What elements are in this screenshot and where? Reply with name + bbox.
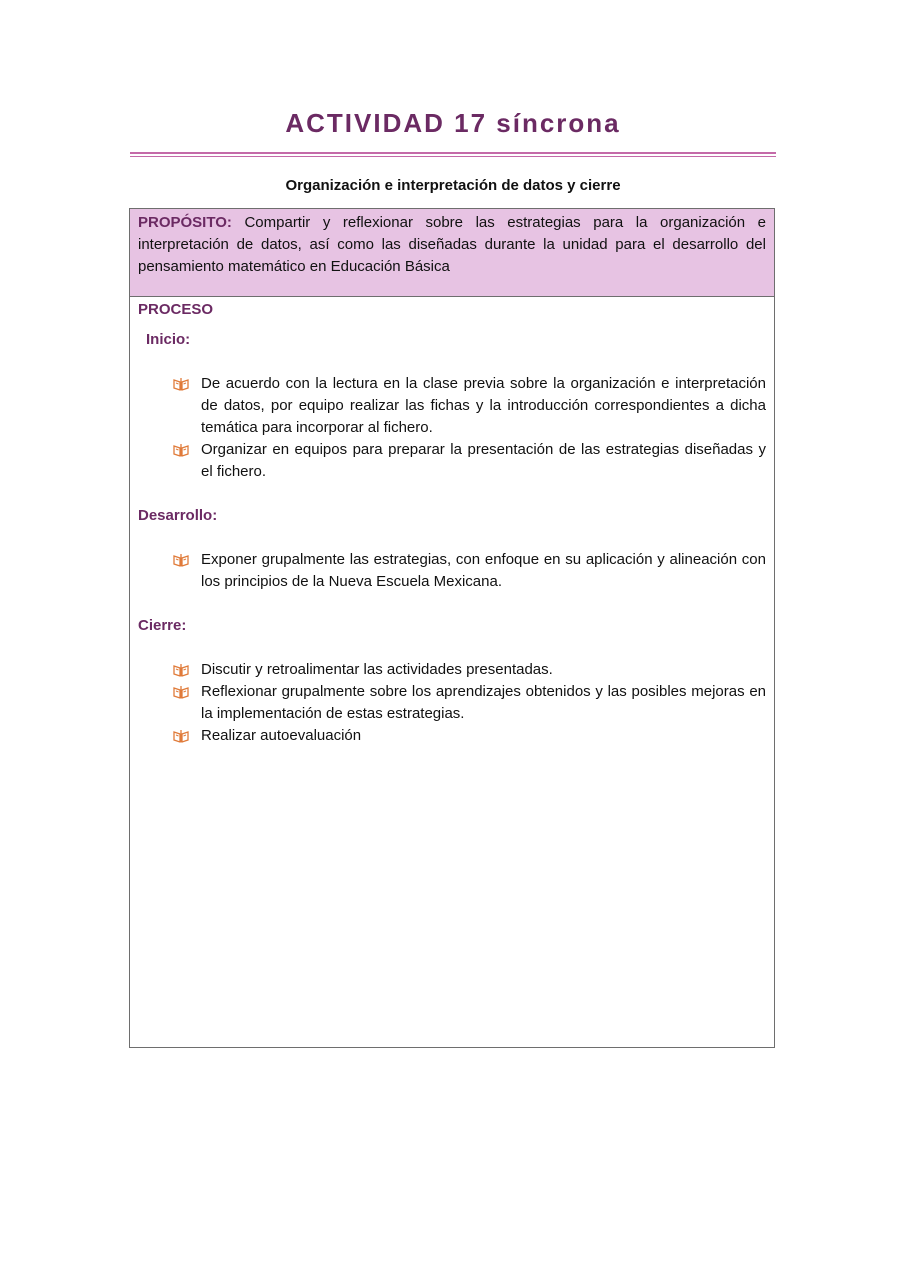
book-bullet-icon (172, 685, 190, 699)
inicio-list (138, 373, 766, 483)
list-item-text: Realizar autoevaluación (201, 727, 362, 744)
list-item-text: Discutir y retroalimentar las actividades presentadas. (201, 661, 553, 678)
list-item (201, 549, 766, 593)
title-underline (130, 152, 776, 154)
title-underline-thin (130, 156, 776, 157)
inicio-heading: Inicio: (146, 331, 191, 348)
list-item (201, 439, 766, 483)
purpose-text: Compartir y reflexionar sobre las estrategias para la organización e interpretación de datos, así como las diseñadas durante la unidad para el desarrollo del pensamiento matemático en Educación Básica (138, 214, 766, 275)
desarrollo-list (138, 549, 766, 593)
list-item (201, 681, 766, 725)
purpose-label: PROPÓSITO: (138, 214, 232, 231)
list-item-text: Reflexionar grupalmente sobre los aprendizajes obtenidos y las posibles mejoras en la implementación de estas estrategias. (201, 683, 766, 722)
list-item-text: Exponer grupalmente las estrategias, con enfoque en su aplicación y alineación con los principios de la Nueva Escuela Mexicana. (201, 551, 766, 590)
page-subtitle: Organización e interpretación de datos y cierre (285, 177, 621, 194)
process-heading: PROCESO (138, 301, 214, 318)
list-item-text: Organizar en equipos para preparar la presentación de las estrategias diseñadas y el fichero. (201, 441, 766, 480)
cierre-list (138, 659, 766, 747)
book-bullet-icon (172, 729, 190, 743)
purpose-cell (130, 209, 774, 297)
book-bullet-icon (172, 663, 190, 677)
page-title: ACTIVIDAD 17 síncrona (285, 108, 621, 138)
book-bullet-icon (172, 553, 190, 567)
book-bullet-icon (172, 443, 190, 457)
activity-table (129, 208, 775, 1048)
list-item-text: De acuerdo con la lectura en la clase previa sobre la organización e interpretación de datos, por equipo realizar las fichas y la introducción correspondientes a dicha temática para incorporar al fichero. (201, 375, 766, 436)
list-item (201, 725, 766, 747)
book-bullet-icon (172, 377, 190, 391)
list-item (201, 659, 766, 681)
process-cell (130, 297, 774, 747)
cierre-heading: Cierre: (138, 617, 187, 634)
desarrollo-heading: Desarrollo: (138, 507, 218, 524)
list-item (201, 373, 766, 439)
